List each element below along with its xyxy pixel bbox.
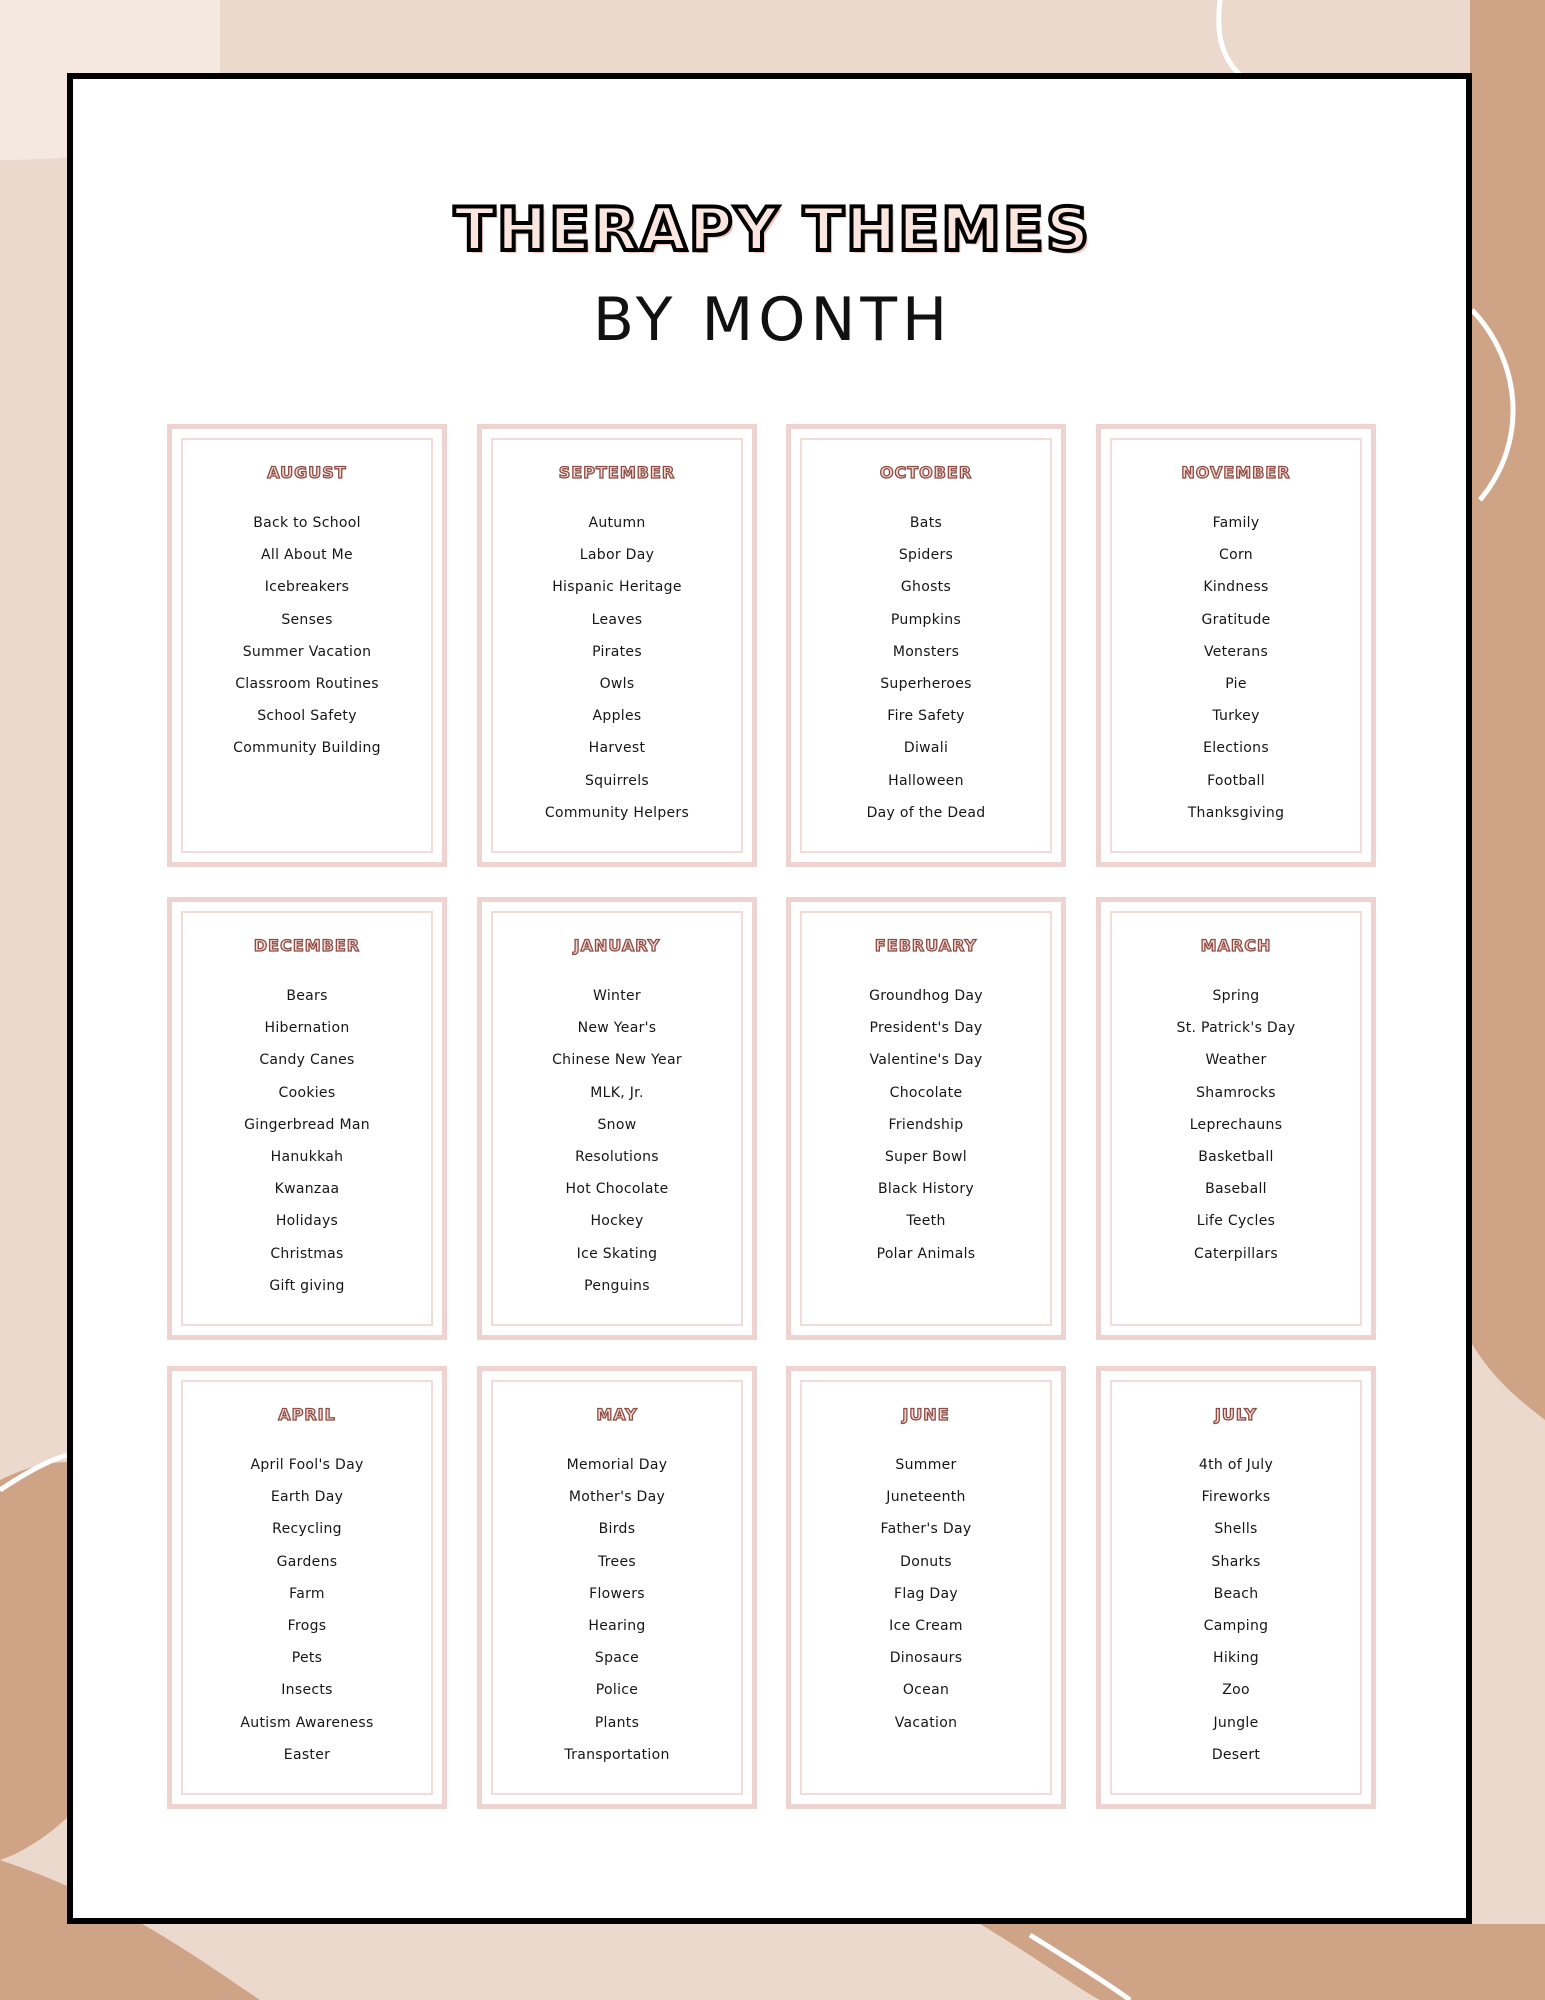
month-card-september: [477, 424, 757, 867]
theme-item: Jungle: [1213, 1714, 1259, 1731]
theme-item: Fire Safety: [887, 708, 965, 725]
theme-item: Hibernation: [264, 1020, 350, 1037]
theme-item: Weather: [1205, 1052, 1267, 1069]
month-card-january: [477, 897, 757, 1340]
theme-item: Diwali: [903, 740, 949, 757]
theme-item: Fireworks: [1201, 1489, 1271, 1506]
theme-item: Pets: [291, 1650, 323, 1667]
theme-item: Insects: [281, 1682, 333, 1699]
month-heading: NOVEMBER: [1181, 463, 1291, 482]
theme-item: Gingerbread Man: [244, 1116, 370, 1133]
theme-list: [791, 507, 1061, 829]
theme-item: Pie: [1225, 676, 1247, 693]
theme-list: [172, 980, 442, 1302]
theme-item: Classroom Routines: [235, 676, 379, 693]
theme-list: [1101, 1449, 1371, 1771]
theme-item: Gift giving: [269, 1277, 345, 1294]
theme-item: Mother's Day: [568, 1489, 666, 1506]
theme-item: Chocolate: [889, 1084, 963, 1101]
theme-item: Candy Canes: [259, 1052, 355, 1069]
month-heading: AUGUST: [267, 463, 347, 482]
theme-item: Back to School: [253, 515, 361, 531]
month-card-october: [786, 424, 1066, 867]
theme-item: Winter: [593, 988, 641, 1004]
month-heading: JUNE: [902, 1405, 950, 1424]
theme-item: Penguins: [584, 1277, 650, 1294]
theme-item: Baseball: [1205, 1181, 1267, 1198]
month-card-december: [167, 897, 447, 1340]
theme-item: Pumpkins: [890, 611, 962, 628]
theme-item: Autumn: [588, 515, 646, 531]
month-heading: MARCH: [1200, 936, 1272, 955]
theme-item: Harvest: [588, 740, 646, 757]
theme-item: Hanukkah: [270, 1149, 344, 1166]
month-card-november: [1096, 424, 1376, 867]
month-heading: MAY: [596, 1405, 638, 1424]
theme-item: Ocean: [902, 1682, 950, 1699]
month-card-august: [167, 424, 447, 867]
theme-item: 4th of July: [1198, 1457, 1274, 1473]
theme-item: Memorial Day: [566, 1457, 668, 1473]
theme-item: Corn: [1219, 547, 1253, 564]
theme-item: Senses: [281, 611, 333, 628]
theme-item: Bats: [909, 515, 943, 531]
theme-item: Icebreakers: [264, 579, 350, 596]
theme-item: Birds: [598, 1521, 636, 1538]
theme-item: Labor Day: [579, 547, 655, 564]
theme-item: MLK, Jr.: [590, 1084, 644, 1101]
theme-item: Kwanzaa: [274, 1181, 340, 1198]
theme-item: Valentine's Day: [869, 1052, 983, 1069]
theme-item: Halloween: [888, 772, 964, 789]
theme-item: Apples: [592, 708, 642, 725]
theme-item: New Year's: [577, 1020, 657, 1037]
theme-item: Juneteenth: [886, 1489, 966, 1506]
theme-item: Hockey: [590, 1213, 644, 1230]
month-card-april: [167, 1366, 447, 1809]
theme-item: Vacation: [894, 1714, 958, 1731]
theme-item: Resolutions: [575, 1149, 659, 1166]
theme-item: Camping: [1203, 1618, 1269, 1635]
month-card-july: [1096, 1366, 1376, 1809]
theme-item: Frogs: [287, 1618, 327, 1635]
month-card-june: [786, 1366, 1066, 1809]
theme-list: [1101, 507, 1371, 829]
month-heading: JANUARY: [573, 936, 661, 955]
theme-list: [482, 507, 752, 829]
theme-item: Farm: [289, 1585, 325, 1602]
theme-item: Autism Awareness: [240, 1714, 374, 1731]
page-subtitle: BY MONTH: [592, 285, 953, 355]
theme-item: Super Bowl: [885, 1149, 967, 1166]
theme-item: Hispanic Heritage: [552, 579, 682, 596]
theme-item: Hot Chocolate: [565, 1181, 669, 1198]
theme-item: Gratitude: [1201, 611, 1271, 628]
theme-item: Spring: [1212, 988, 1260, 1004]
theme-item: Earth Day: [270, 1489, 344, 1506]
theme-item: April Fool's Day: [250, 1457, 364, 1473]
theme-item: Owls: [599, 676, 635, 693]
theme-item: Polar Animals: [876, 1245, 976, 1262]
theme-item: Squirrels: [585, 772, 649, 789]
theme-item: Life Cycles: [1196, 1213, 1276, 1230]
theme-item: Summer: [895, 1457, 957, 1473]
theme-item: Desert: [1211, 1746, 1261, 1763]
theme-item: Cookies: [278, 1084, 336, 1101]
theme-item: Holidays: [275, 1213, 339, 1230]
theme-item: Teeth: [906, 1213, 946, 1230]
theme-item: Kindness: [1203, 579, 1269, 596]
theme-list: [791, 1449, 1061, 1739]
theme-item: Hearing: [588, 1618, 646, 1635]
theme-list: [172, 507, 442, 765]
theme-item: Veterans: [1203, 643, 1269, 660]
theme-item: St. Patrick's Day: [1176, 1020, 1296, 1037]
theme-item: Basketball: [1198, 1149, 1274, 1166]
theme-item: Recycling: [272, 1521, 342, 1538]
month-card-march: [1096, 897, 1376, 1340]
month-heading: JULY: [1214, 1405, 1258, 1424]
theme-item: Community Helpers: [544, 804, 690, 821]
theme-item: Groundhog Day: [869, 988, 983, 1004]
theme-item: School Safety: [257, 708, 357, 725]
theme-item: Leaves: [591, 611, 643, 628]
theme-item: Plants: [594, 1714, 640, 1731]
theme-item: Ghosts: [900, 579, 952, 596]
theme-item: Family: [1212, 515, 1260, 531]
theme-item: Black History: [877, 1181, 975, 1198]
month-card-may: [477, 1366, 757, 1809]
month-card-february: [786, 897, 1066, 1340]
theme-item: Monsters: [892, 643, 960, 660]
theme-item: Donuts: [900, 1553, 952, 1570]
theme-item: Christmas: [270, 1245, 344, 1262]
theme-item: Space: [594, 1650, 640, 1667]
theme-item: Caterpillars: [1194, 1245, 1278, 1262]
theme-item: Father's Day: [880, 1521, 972, 1538]
theme-list: [482, 1449, 752, 1771]
theme-item: Trees: [598, 1553, 636, 1570]
theme-item: President's Day: [869, 1020, 983, 1037]
theme-item: Bears: [286, 988, 328, 1004]
month-heading: SEPTEMBER: [558, 463, 676, 482]
theme-item: Shells: [1214, 1521, 1258, 1538]
theme-item: Flag Day: [894, 1585, 958, 1602]
theme-item: Beach: [1213, 1585, 1259, 1602]
month-heading: OCTOBER: [879, 463, 973, 482]
theme-item: Football: [1207, 772, 1265, 789]
theme-item: Leprechauns: [1189, 1116, 1283, 1133]
theme-item: Friendship: [888, 1116, 964, 1133]
theme-item: Elections: [1203, 740, 1269, 757]
theme-item: Pirates: [592, 643, 642, 660]
theme-list: [1101, 980, 1371, 1270]
theme-list: [791, 980, 1061, 1270]
theme-item: Shamrocks: [1196, 1084, 1276, 1101]
theme-item: Snow: [597, 1116, 637, 1133]
theme-item: Community Building: [233, 740, 381, 757]
theme-item: Summer Vacation: [242, 643, 372, 660]
theme-list: [172, 1449, 442, 1771]
month-heading: FEBRUARY: [874, 936, 978, 955]
theme-item: Gardens: [276, 1553, 338, 1570]
month-heading: APRIL: [278, 1405, 336, 1424]
theme-item: Transportation: [564, 1746, 670, 1763]
theme-list: [482, 980, 752, 1302]
theme-item: Chinese New Year: [552, 1052, 682, 1069]
theme-item: Dinosaurs: [889, 1650, 963, 1667]
theme-item: All About Me: [261, 547, 353, 564]
theme-item: Thanksgiving: [1187, 804, 1285, 821]
theme-item: Easter: [283, 1746, 331, 1763]
theme-item: Ice Skating: [576, 1245, 658, 1262]
theme-item: Zoo: [1222, 1682, 1250, 1699]
theme-item: Hiking: [1213, 1650, 1259, 1667]
theme-item: Day of the Dead: [866, 804, 986, 821]
theme-item: Turkey: [1212, 708, 1260, 725]
theme-item: Ice Cream: [889, 1618, 963, 1635]
theme-item: Superheroes: [880, 676, 972, 693]
month-heading: DECEMBER: [253, 936, 361, 955]
theme-item: Flowers: [589, 1585, 645, 1602]
page-title: THERAPY THEMES: [453, 195, 1092, 265]
theme-item: Police: [595, 1682, 639, 1699]
theme-item: Spiders: [898, 547, 954, 564]
theme-item: Sharks: [1211, 1553, 1261, 1570]
